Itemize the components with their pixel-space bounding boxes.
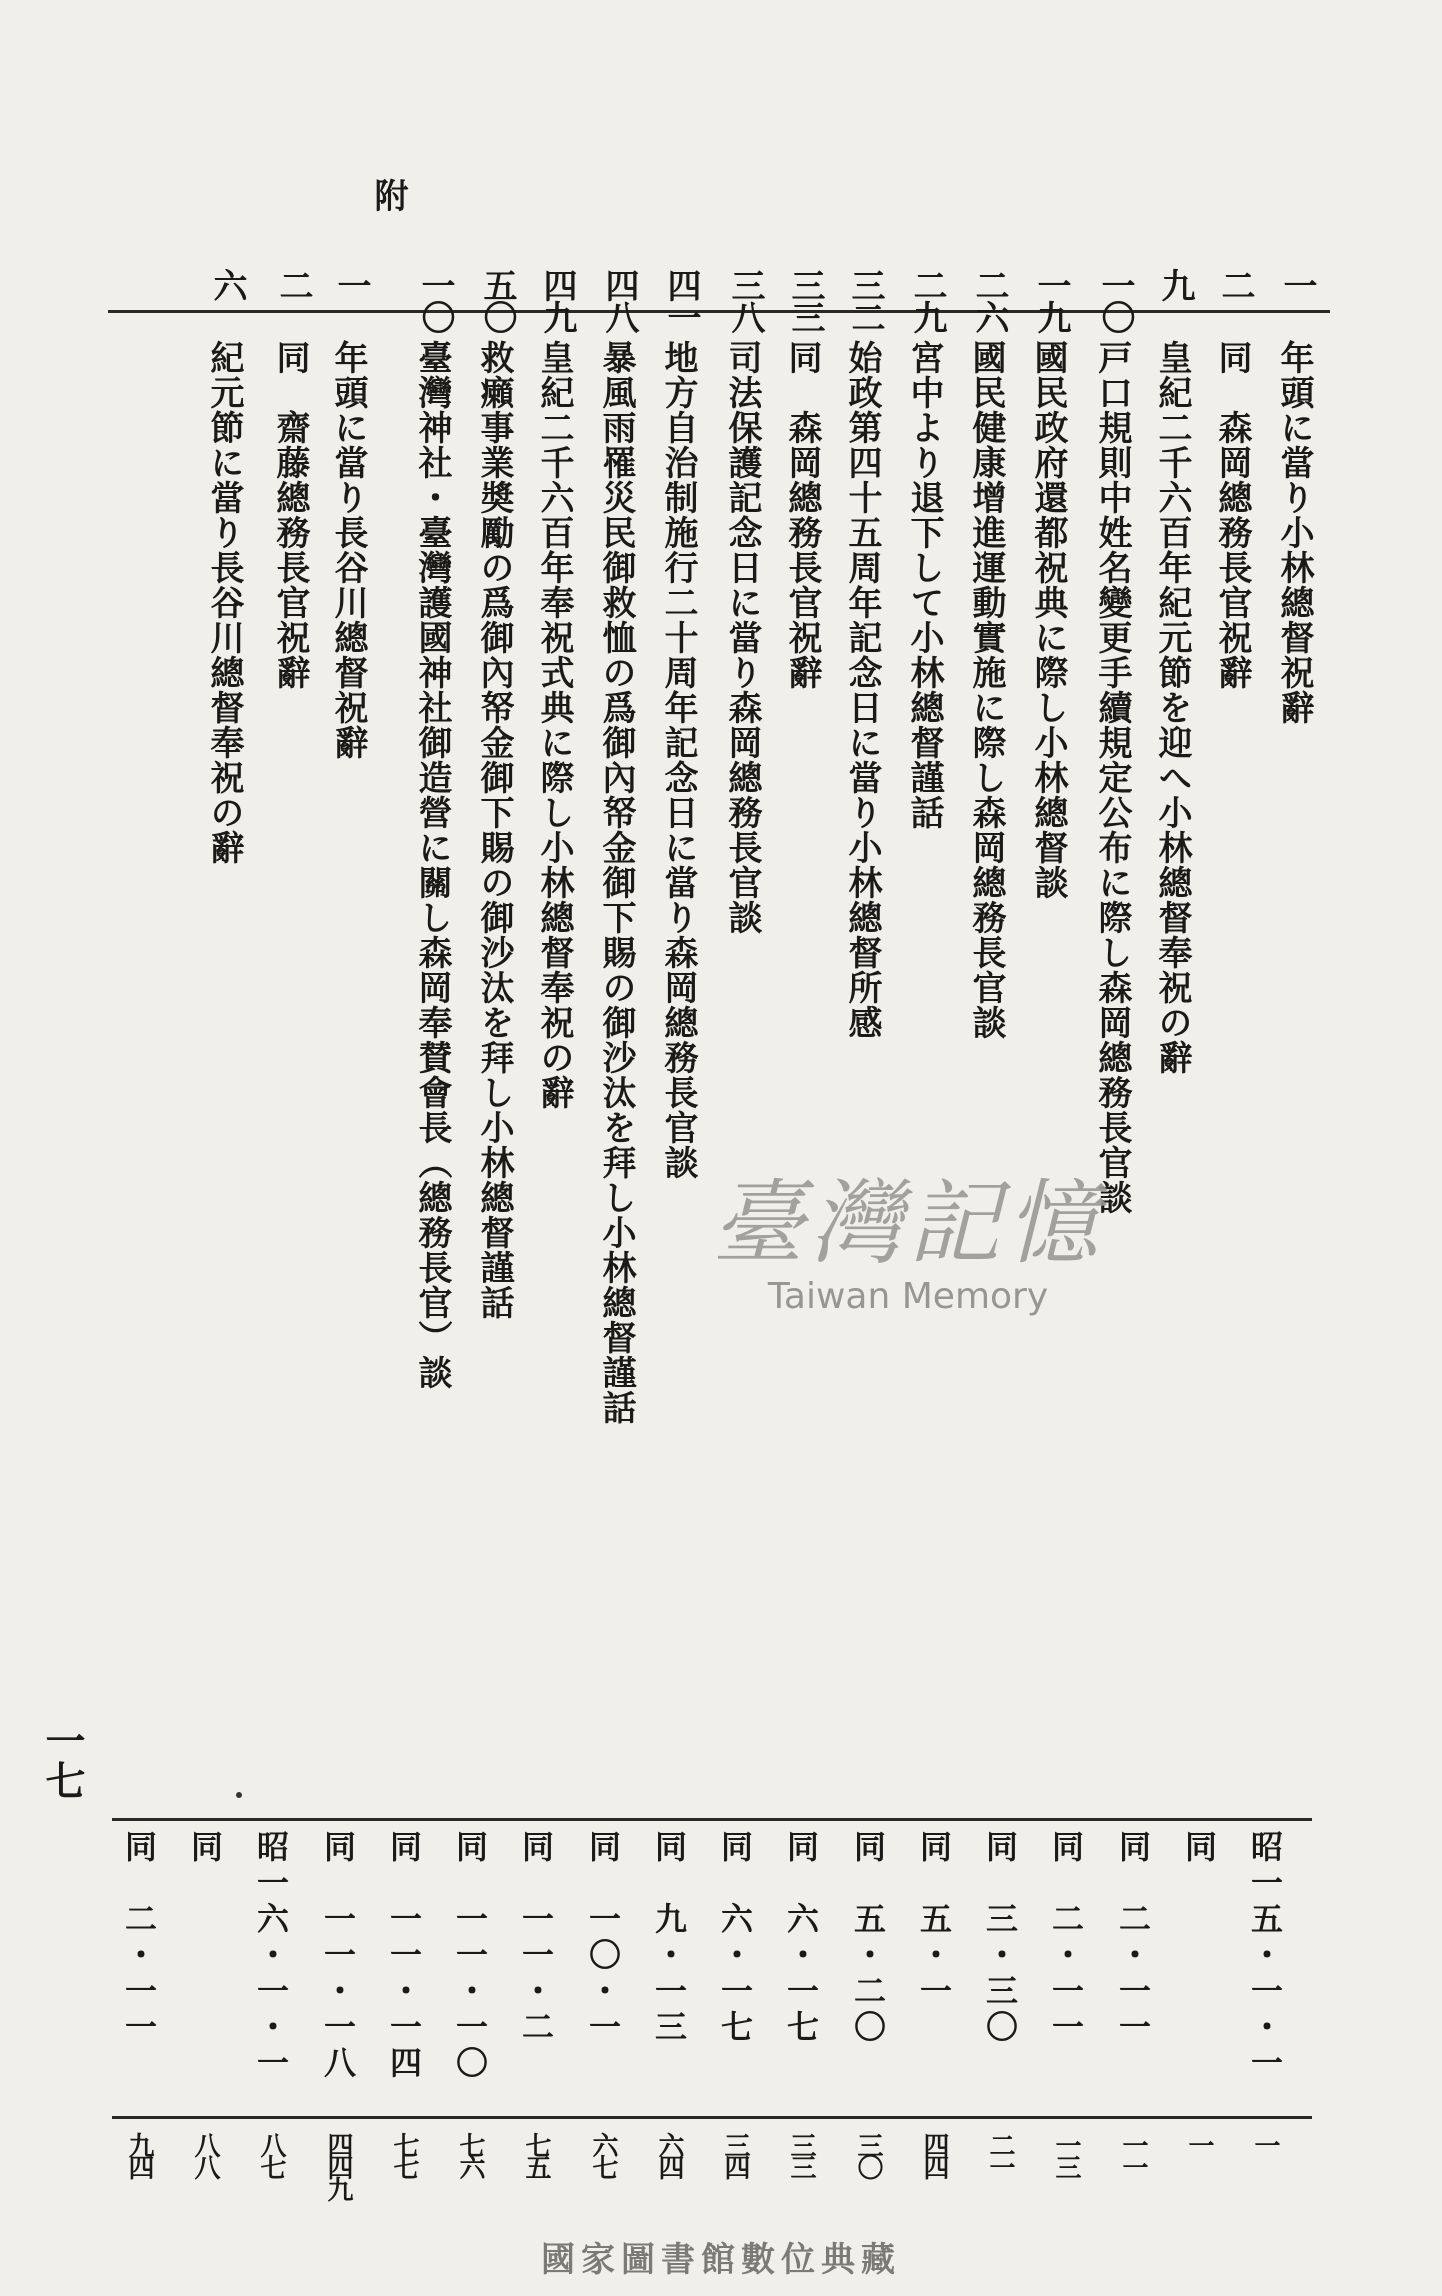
watermark-english: Taiwan Memory xyxy=(767,1276,1049,1317)
toc-item-page[interactable]: 一 xyxy=(1250,2132,1280,2154)
toc-item-page[interactable]: 六七 xyxy=(588,2132,618,2176)
toc-item-number: 五〇 xyxy=(477,268,517,332)
toc-item-title[interactable]: 紀元節に當り長谷川總督奉祝の辭 xyxy=(204,340,244,865)
toc-item-date: 同 六・一七 xyxy=(716,1830,754,2046)
toc-item-page[interactable]: 八七 xyxy=(256,2132,286,2176)
toc-item-title[interactable]: 皇紀二千六百年紀元節を迎へ小林總督奉祝の辭 xyxy=(1152,340,1192,1075)
toc-item-date: 同 一〇・一 xyxy=(584,1830,622,2046)
ink-spot xyxy=(236,1792,242,1798)
toc-item-page[interactable]: 四四九 xyxy=(323,2132,353,2198)
toc-item-number: 四八 xyxy=(599,268,639,332)
toc-item-date: 同 二・一一 xyxy=(120,1830,158,2046)
toc-item-title[interactable]: 年頭に當り小林總督祝辭 xyxy=(1274,340,1314,725)
toc-item-page[interactable]: 七五 xyxy=(521,2132,551,2176)
toc-item-page[interactable]: 一三 xyxy=(1051,2132,1081,2176)
toc-item-date: 昭一六・一・一 xyxy=(252,1830,290,2082)
toc-item-page[interactable]: 一一 xyxy=(1118,2132,1148,2176)
toc-item-page[interactable]: 一 xyxy=(1184,2132,1214,2154)
toc-item-title[interactable]: 年頭に當り長谷川總督祝辭 xyxy=(328,340,368,760)
toc-item-number: 一九 xyxy=(1031,268,1071,332)
toc-item-page[interactable]: 八八 xyxy=(190,2132,220,2176)
toc-item-number: 一 xyxy=(331,268,371,300)
page-number: 一七 xyxy=(39,1720,86,1800)
toc-item-page[interactable]: 三〇 xyxy=(853,2132,883,2176)
toc-item-title[interactable]: 國民健康增進運動實施に際し森岡總務長官談 xyxy=(966,340,1006,1040)
toc-item-title[interactable]: 救癩事業奬勵の爲御內帑金御下賜の御沙汰を拜し小林總督謹話 xyxy=(474,340,514,1320)
toc-item-date: 同 五・一 xyxy=(915,1830,953,2010)
toc-item-number: 三三 xyxy=(785,268,825,332)
toc-item-number: 一 xyxy=(1277,268,1317,300)
taiwan-memory-watermark xyxy=(712,1150,1104,1317)
toc-item-page[interactable]: 二一 xyxy=(985,2132,1015,2176)
toc-item-number: 二九 xyxy=(907,268,947,332)
toc-item-title[interactable]: 同 齋藤總務長官祝辭 xyxy=(270,340,310,690)
toc-item-page[interactable]: 四四 xyxy=(919,2132,949,2176)
toc-item-page[interactable]: 三四 xyxy=(720,2132,750,2176)
toc-item-title[interactable]: 同 森岡總務長官祝辭 xyxy=(1212,340,1252,690)
toc-item-date: 同 xyxy=(1180,1830,1218,1866)
toc-item-date: 同 一一・二 xyxy=(517,1830,555,2046)
toc-item-page[interactable]: 七七 xyxy=(389,2132,419,2176)
footer-collection-label: 國家圖書館數位典藏 xyxy=(541,2240,901,2280)
toc-item-title[interactable]: 臺灣神社・臺灣護國神社御造營に關し森岡奉賛會長（總務長官）談 xyxy=(412,340,452,1390)
toc-item-date: 同 一一・一〇 xyxy=(451,1830,489,2082)
toc-item-title[interactable]: 始政第四十五周年記念日に當り小林總督所感 xyxy=(842,340,882,1040)
toc-item-title[interactable]: 戸口規則中姓名變更手續規定公布に際し森岡總務長官談 xyxy=(1092,340,1132,1215)
toc-item-date: 同 二・一一 xyxy=(1047,1830,1085,2046)
toc-item-page[interactable]: 六四 xyxy=(654,2132,684,2176)
date-upper-rule xyxy=(112,1818,1312,1821)
toc-item-date: 同 xyxy=(186,1830,224,1866)
toc-item-page[interactable]: 三三 xyxy=(786,2132,816,2176)
toc-item-page[interactable]: 九四 xyxy=(124,2132,154,2176)
toc-item-date: 同 三・三〇 xyxy=(981,1830,1019,2046)
toc-item-number: 二六 xyxy=(969,268,1009,332)
toc-item-number: 二 xyxy=(273,268,313,300)
toc-item-title[interactable]: 暴風雨罹災民御救恤の爲御內帑金御下賜の御沙汰を拜し小林總督謹話 xyxy=(596,340,636,1425)
toc-item-number: 六 xyxy=(207,268,247,300)
toc-item-date: 同 九・一三 xyxy=(650,1830,688,2046)
toc-item-page[interactable]: 七六 xyxy=(455,2132,485,2176)
toc-item-title[interactable]: 國民政府還都祝典に際し小林總督談 xyxy=(1028,340,1068,900)
toc-item-date: 同 六・一七 xyxy=(782,1830,820,2046)
toc-item-number: 二 xyxy=(1215,268,1255,300)
toc-item-date: 同 二・一一 xyxy=(1114,1830,1152,2046)
toc-item-title[interactable]: 地方自治制施行二十周年記念日に當り森岡總務長官談 xyxy=(658,340,698,1180)
appendix-label: 附 xyxy=(368,178,408,212)
toc-item-number: 一〇 xyxy=(1095,268,1135,332)
toc-item-number: 三八 xyxy=(725,268,765,332)
toc-item-date: 昭一五・一・一 xyxy=(1246,1830,1284,2082)
toc-item-title[interactable]: 同 森岡總務長官祝辭 xyxy=(782,340,822,690)
toc-item-title[interactable]: 司法保護記念日に當り森岡總務長官談 xyxy=(722,340,762,935)
toc-item-date: 同 一一・一四 xyxy=(385,1830,423,2082)
toc-item-date: 同 五・二〇 xyxy=(849,1830,887,2046)
toc-item-number: 一〇 xyxy=(415,268,455,332)
toc-item-number: 四九 xyxy=(537,268,577,332)
watermark-chinese: 臺灣記憶 xyxy=(712,1170,1105,1277)
toc-item-number: 三二 xyxy=(845,268,885,332)
toc-item-date: 同 一一・一八 xyxy=(319,1830,357,2082)
toc-item-title[interactable]: 宮中より退下して小林總督謹話 xyxy=(904,340,944,830)
date-lower-rule xyxy=(112,2116,1312,2119)
toc-item-number: 四一 xyxy=(661,268,701,332)
toc-item-number: 九 xyxy=(1155,268,1195,300)
toc-item-title[interactable]: 皇紀二千六百年奉祝式典に際し小林總督奉祝の辭 xyxy=(534,340,574,1110)
